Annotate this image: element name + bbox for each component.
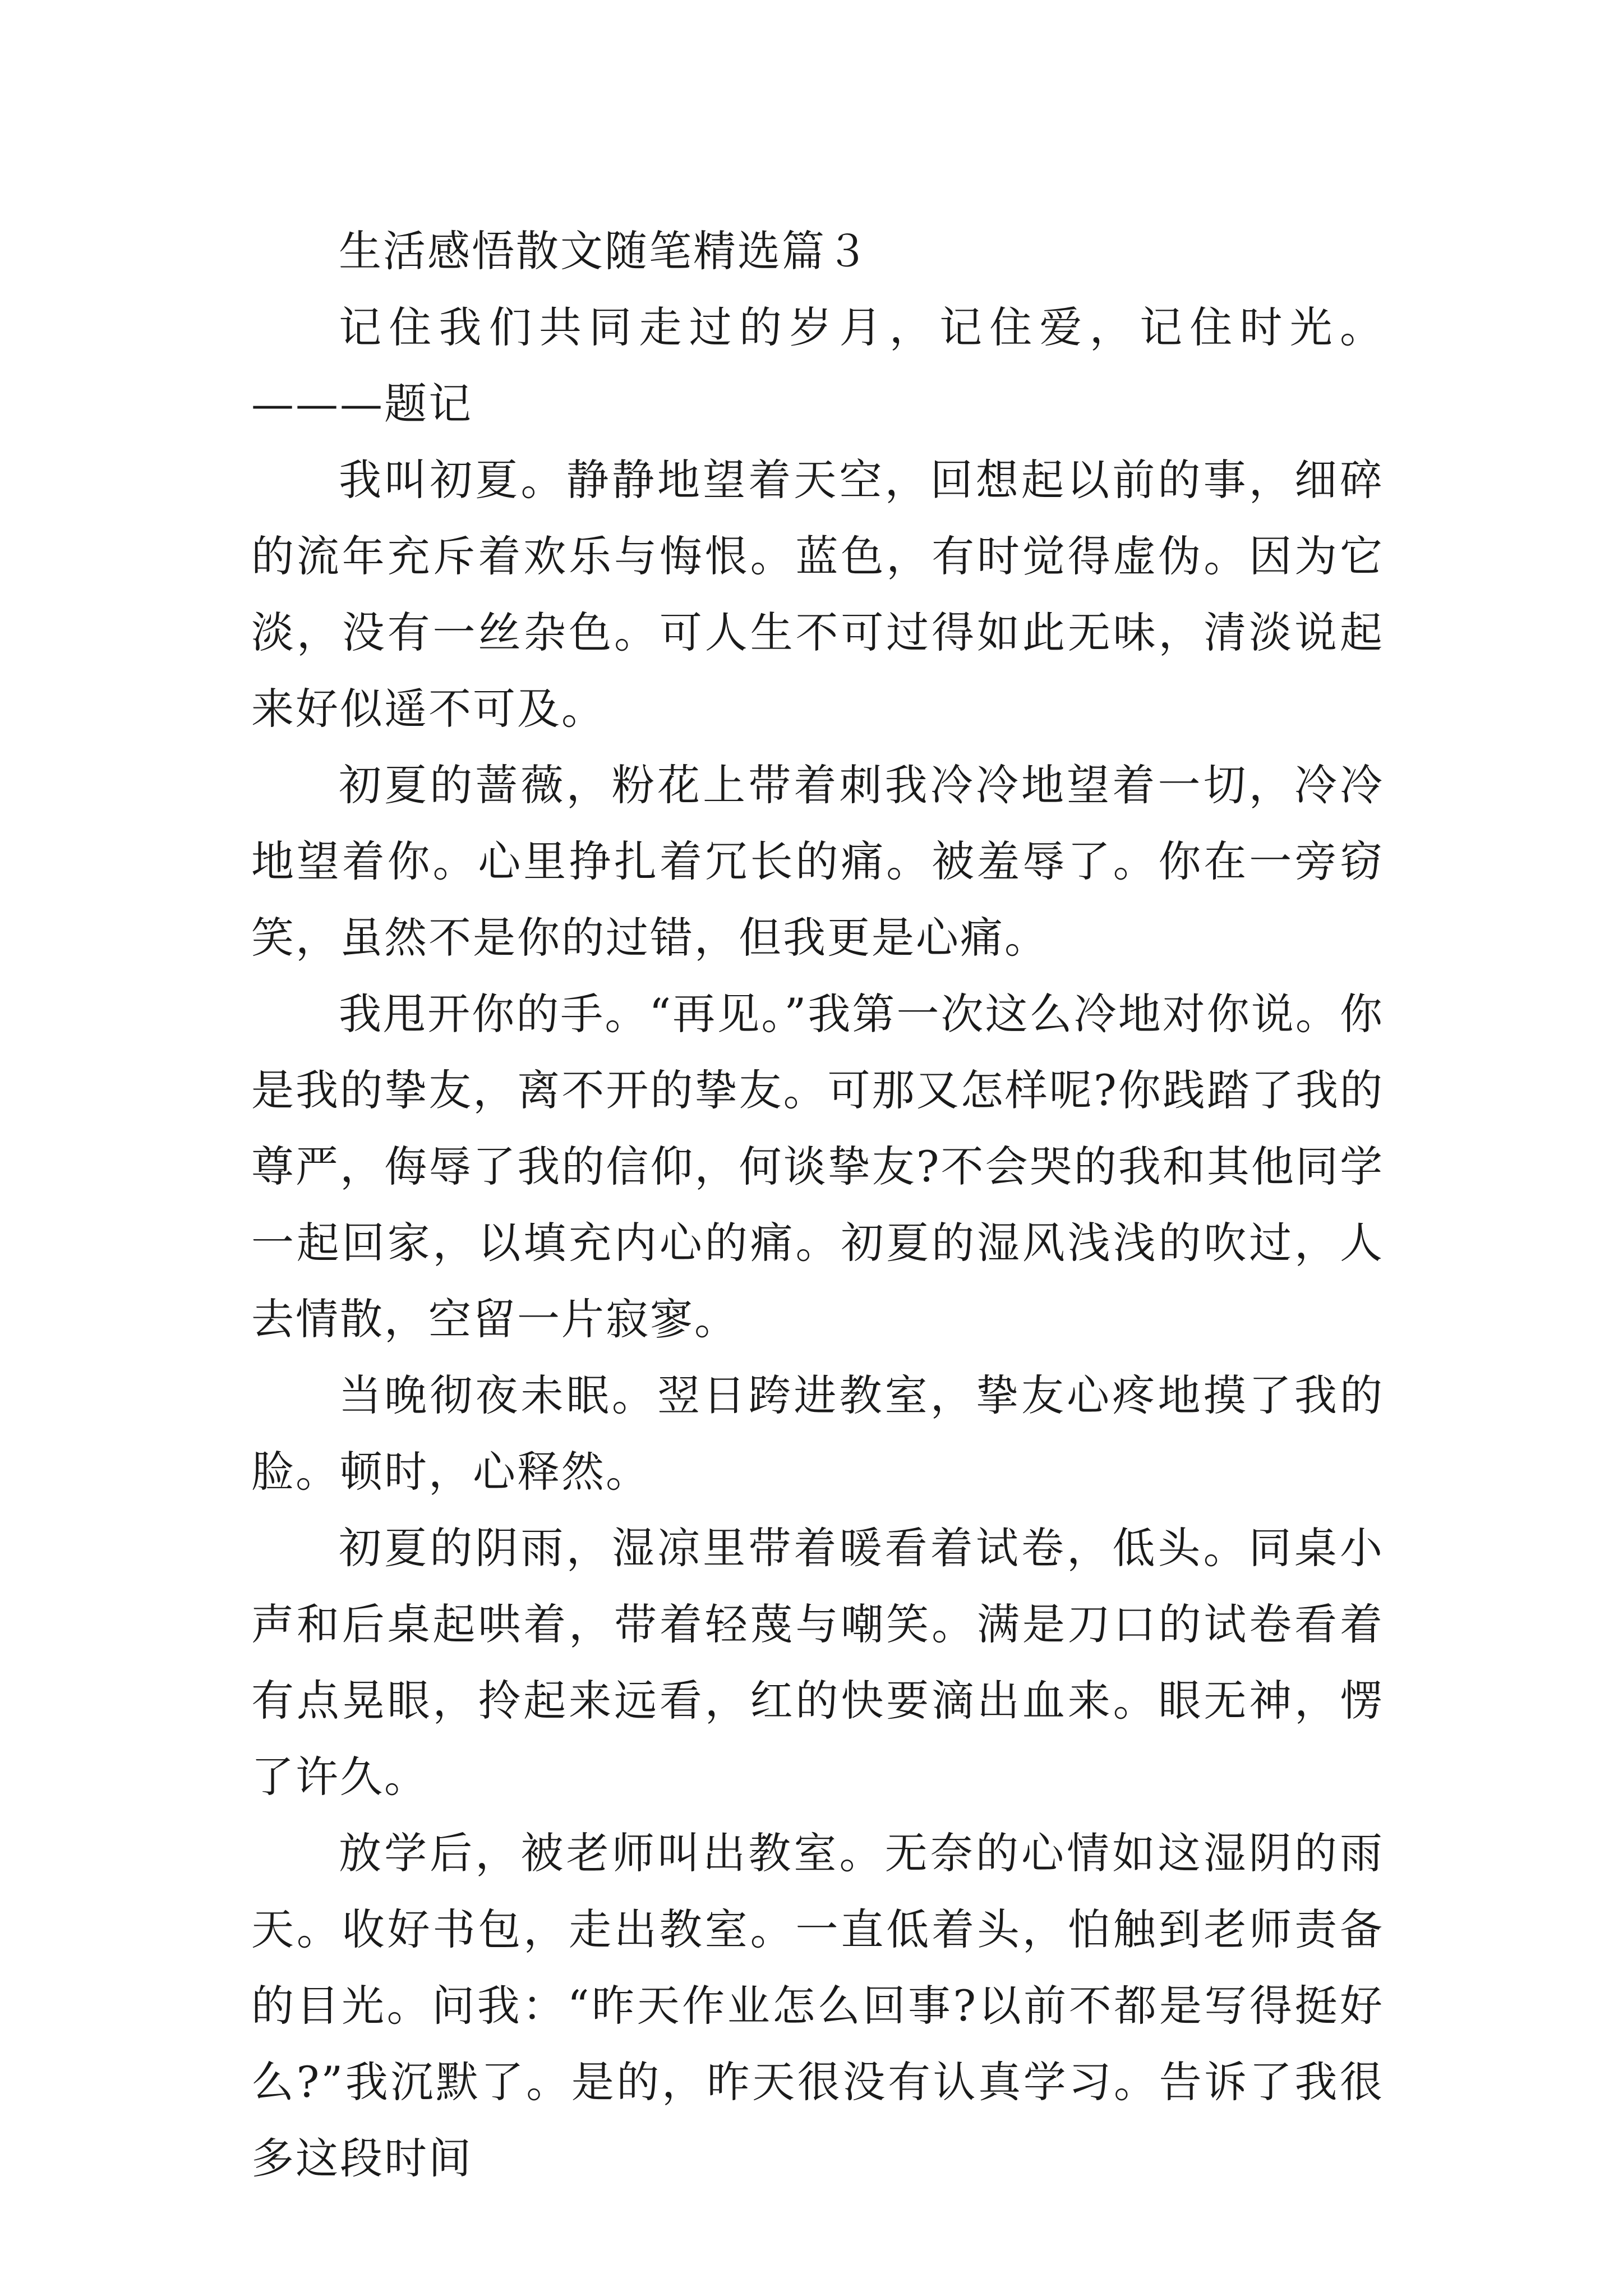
paragraph: 初夏的蔷薇，粉花上带着刺我冷冷地望着一切，冷冷地望着你。心里挣扎着冗长的痛。被羞辱了。你在一旁窃笑，虽然不是你的过错，但我更是心痛。 — [251, 760, 1384, 963]
paragraph: 我甩开你的手。“再见。”我第一次这么冷地对你说。你是我的挚友，离不开的挚友。可那又怎样呢?你践踏了我的尊严，侮辱了我的信仰，何谈挚友?不会哭的我和其他同学一起回家，以填充内心的痛。初夏的湿风浅浅的吹过，人去情散，空留一片寂寥。 — [251, 989, 1384, 1344]
paragraph: 放学后，被老师叫出教室。无奈的心情如这湿阴的雨天。收好书包，走出教室。一直低着头，怕触到老师责备的目光。问我：“昨天作业怎么回事?以前不都是写得挺好么?”我沉默了。是的，昨天很没有认真学习。告诉了我很多这段时间 — [251, 1828, 1384, 2183]
paragraph-epigraph: 记住我们共同走过的岁月，记住爱，记住时光。———题记 — [251, 302, 1384, 429]
paragraph: 初夏的阴雨，湿凉里带着暖看着试卷，低头。同桌小声和后桌起哄着，带着轻蔑与嘲笑。满是刀口的试卷看着有点晃眼，拎起来远看，红的快要滴出血来。眼无神，愣了许久。 — [251, 1523, 1384, 1802]
document-title: 生活感悟散文随笔精选篇３ — [339, 226, 870, 276]
paragraph: 我叫初夏。静静地望着天空，回想起以前的事，细碎的流年充斥着欢乐与悔恨。蓝色，有时觉得虚伪。因为它淡，没有一丝杂色。可人生不可过得如此无味，清淡说起来好似遥不可及。 — [251, 455, 1384, 734]
document-body — [251, 213, 1384, 2197]
paragraph: 当晚彻夜未眠。翌日跨进教室，挚友心疼地摸了我的脸。顿时，心释然。 — [251, 1370, 1384, 1497]
